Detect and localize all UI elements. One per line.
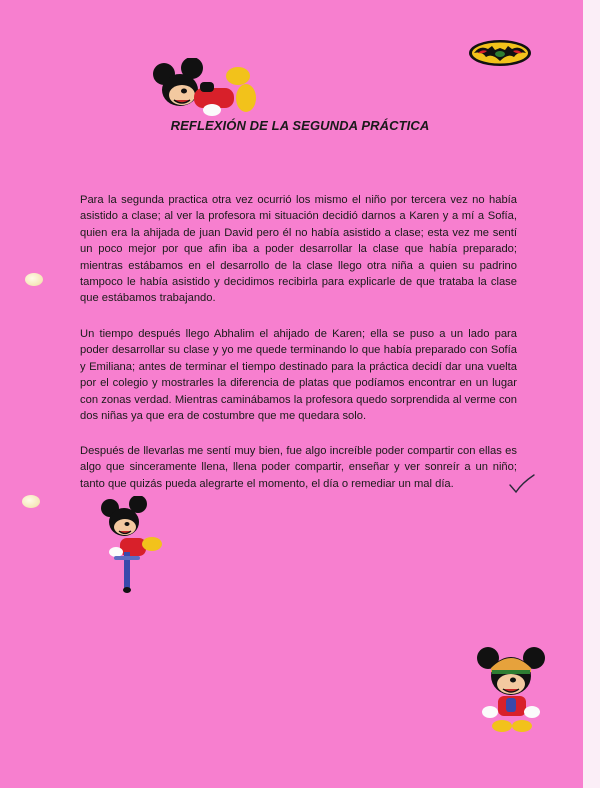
mickey-pogo-sticker: [100, 496, 166, 594]
batman-logo-sticker: [468, 39, 532, 67]
mickey-helmet-sticker: [476, 642, 546, 734]
document-title: REFLEXIÓN DE LA SEGUNDA PRÁCTICA: [170, 118, 430, 133]
paragraph-3: Después de llevarlas me sentí muy bien, fue algo increíble poder compartir con ellas es algo que sinceramente llena, llena poder compartir, enseñar y ver sonreír a un niño; tanto que quizás pueda alegrarte el momento, el día o remediar un mal día.: [80, 445, 517, 490]
paragraph-2: Un tiempo después llego Abhalim el ahijado de Karen; ella se puso a un lado para poder desarrollar su clase y yo me quede terminando lo que había preparado con Sofía y Emiliana; antes de terminar el tiempo destinado para la práctica decidí dar una vuelta por el colegio y mostrarles la diferencia de platas que podíamos encontrar en un lugar con zonas verdad. Mientras caminábamos la profesora quedo sorprendida al verme con dos niñas ya que era de costumbre que me quedara solo.: [80, 328, 517, 423]
checkmark-icon: [508, 473, 536, 495]
punch-hole-icon: [22, 495, 40, 508]
scan-edge: [583, 0, 600, 788]
paragraph-1: Para la segunda practica otra vez ocurrió los mismo el niño por tercera vez no había asistido a clase; al ver la profesora mi situación decidió darnos a Karen y a mí a Sofía, quien era la ahijada de juan David pero él no había asistido a clase; esta vez me sentí un poco mejor por que afin iba a poder desarrollar la clase que había preparado; mientras estábamos en el desarrollo de la clase llego otra niña a quien su padrino tampoco le había asistido y decidimos recibirla para explicarle de que trataba la clase que estábamos trabajando.: [80, 194, 517, 305]
punch-hole-icon: [25, 273, 43, 286]
mickey-lying-sticker: [150, 58, 258, 120]
